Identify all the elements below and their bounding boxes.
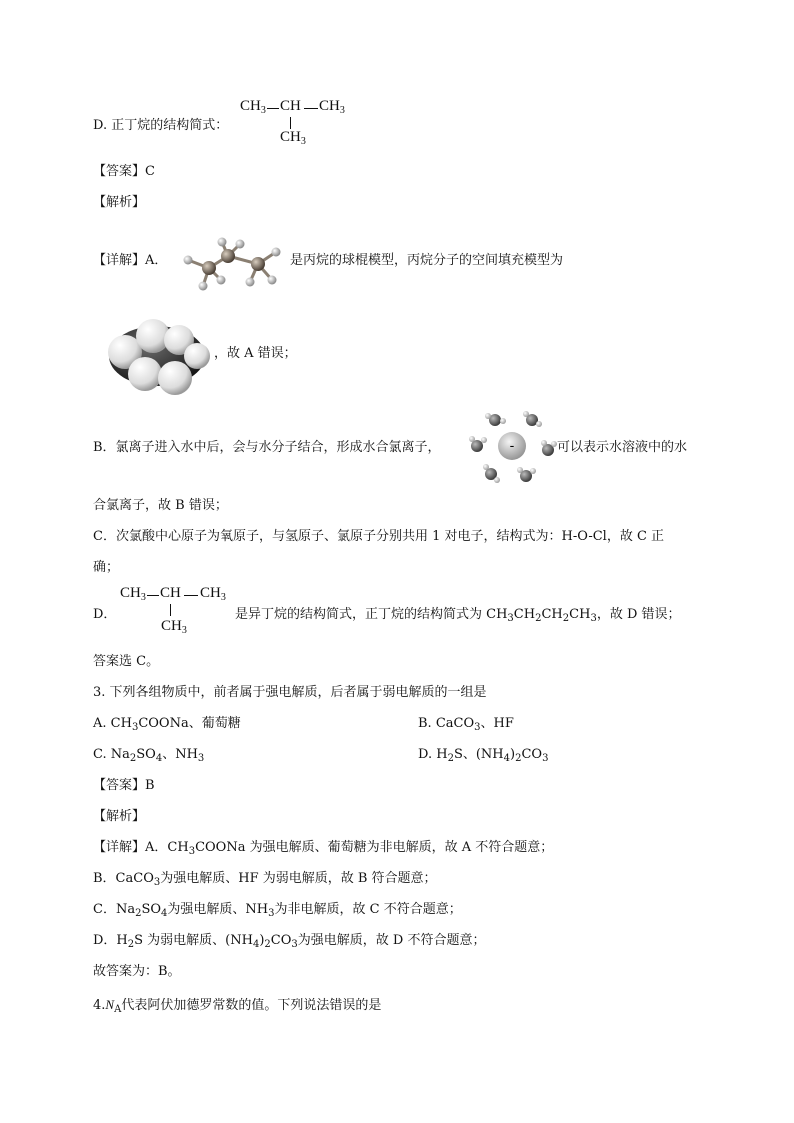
isobutane-formula-1: $CH_3$ CH $CH_3$ $CH_3$ <box>240 98 345 147</box>
q3-option-a: A. $CH_3COONa$、葡萄糖 <box>93 716 241 733</box>
q4-stem: $4.N_A$代表阿伏加德罗常数的值。下列说法错误的是 <box>93 997 382 1015</box>
isobutane-formula-2: $CH_3$ CH $CH_3$ $CH_3$ <box>120 585 226 636</box>
bond <box>184 595 198 596</box>
propane-space-filling-model <box>97 312 217 397</box>
detail-b-suffix: 可以表示水溶液中的水 <box>557 440 688 455</box>
q3-option-c: C. $Na_2SO_4$、$NH_3$ <box>93 747 205 764</box>
detail-a-suffix: 是丙烷的球棍模型，丙烷分子的空间填充模型为 <box>290 253 564 268</box>
q3-detail-a: 【详解】A．$CH_3COONa$ 为强电解质、葡萄糖为非电解质，故 A 不符合题意； <box>93 840 554 857</box>
detail-b-continued: 合氯离子，故 B 错误； <box>93 498 228 513</box>
q3-analysis-heading: 【解析】 <box>93 809 146 824</box>
detail-b-line: B．氯离子进入水中后，会与水分子结合，形成水合氯离子， <box>93 440 441 455</box>
q3-detail-d: D．$H_2S$ 为弱电解质、$(NH_4)_2CO_3$为强电解质，故 D 不符合题意； <box>93 933 486 950</box>
bond <box>147 595 159 596</box>
q3-detail-c: C．$Na_2SO_4$为强电解质、$NH_3$为非电解质，故 C 不符合题意； <box>93 902 462 919</box>
detail-a-tail: ，故 A 错误； <box>214 346 297 361</box>
bond <box>304 108 318 109</box>
bond <box>170 604 171 616</box>
bond <box>290 117 291 129</box>
detail-c-line: C．次氯酸中心原子为氧原子，与氢原子、氯原子分别共用 1 对电子，结构式为：H-O-Cl，故 C 正 <box>93 529 665 544</box>
propane-ball-stick-model <box>176 236 288 296</box>
q3-option-b: B. CaCO$_3$、HF <box>418 716 514 733</box>
detail-d-suffix: 是异丁烷的结构简式，正丁烷的结构简式为 $CH_3CH_2CH_2CH_3$，故 D 错误； <box>235 607 681 624</box>
ion-charge: - <box>509 439 515 454</box>
analysis-heading: 【解析】 <box>93 195 146 210</box>
q3-option-d: D. $H_2S$、$(NH_4)_2CO_3$ <box>418 747 549 764</box>
q2-conclusion: 答案选 C。 <box>93 654 160 669</box>
q3-answer: 【答案】B <box>93 778 155 793</box>
detail-d-prefix: D． <box>93 607 117 622</box>
option-d-line <box>93 117 228 135</box>
detail-c-continued: 确； <box>93 560 120 575</box>
hydrated-chloride-ion-model <box>464 408 560 488</box>
q3-conclusion: 故答案为：B。 <box>93 964 181 979</box>
detail-a-line: 【详解】A． <box>93 253 168 268</box>
answer-line: 【答案】C <box>93 164 155 179</box>
q3-stem: 3. 下列各组物质中，前者属于强电解质，后者属于弱电解质的一组是 <box>93 685 487 700</box>
q3-detail-b: B．CaCO$_3$为强电解质、HF 为弱电解质，故 B 符合题意； <box>93 871 437 888</box>
bond <box>267 108 279 109</box>
option-d-text: D. 正丁烷的结构简式： <box>93 118 229 133</box>
